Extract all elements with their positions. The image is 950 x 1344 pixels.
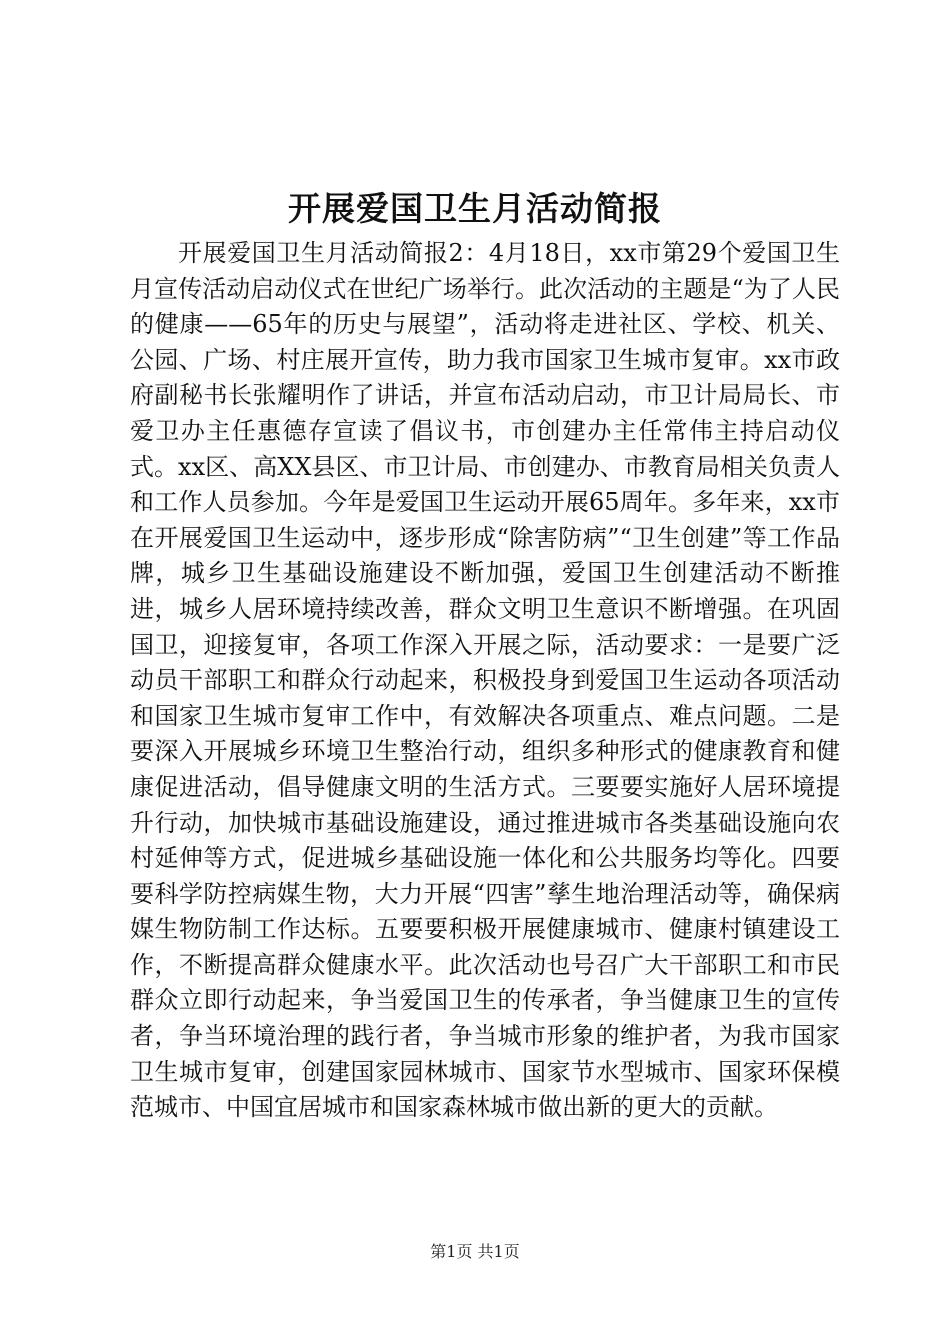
document-title: 开展爱国卫生月活动简报: [288, 189, 662, 228]
document-body-paragraph: 开展爱国卫生月活动简报2：4月18日，xx市第29个爱国卫生月宣传活动启动仪式在世纪广场举行。此次活动的主题是“为了人民的健康——65年的历史与展望”，活动将走进社区、学校、机关、公园、广场、村庄展开宣传，助力我市国家卫生城市复审。xx市政府副秘书长张耀明作了讲话，并宣布活动启动，市卫计局局长、市爱卫办主任惠德存宣读了倡议书，市创建办主任常伟主持启动仪式。xx区、高XX县区、市卫计局、市创建办、市教育局相关负责人和工作人员参加。今年是爱国卫生运动开展65周年。多年来，xx市在开展爱国卫生运动中，逐步形成“除害防病”“卫生创建”等工作品牌，城乡卫生基础设施建设不断加强，爱国卫生创建活动不断推进，城乡人居环境持续改善，群众文明卫生意识不断增强。在巩固国卫，迎接复审，各项工作深入开展之际，活动要求：一是要广泛动员干部职工和群众行动起来，积极投身到爱国卫生运动各项活动和国家卫生城市复审工作中，有效解决各项重点、难点问题。二是要深入开展城乡环境卫生整治行动，组织多种形式的健康教育和健康促进活动，倡导健康文明的生活方式。三要要实施好人居环境提升行动，加快城市基础设施建设，通过推进城市各类基础设施向农村延伸等方式，促进城乡基础设施一体化和公共服务均等化。四要要科学防控病媒生物，大力开展“四害”孳生地治理活动等，确保病媒生物防制工作达标。五要要积极开展健康城市、健康村镇建设工作，不断提高群众健康水平。此次活动也号召广大干部职工和市民群众立即行动起来，争当爱国卫生的传承者，争当健康卫生的宣传者，争当环境治理的践行者，争当城市形象的维护者，为我市国家卫生城市复审，创建国家园林城市、国家节水型城市、国家环保模范城市、中国宜居城市和国家森林城市做出新的更大的贡献。: [130, 239, 840, 1122]
page-number-footer: 第1页 共1页: [430, 1242, 520, 1261]
